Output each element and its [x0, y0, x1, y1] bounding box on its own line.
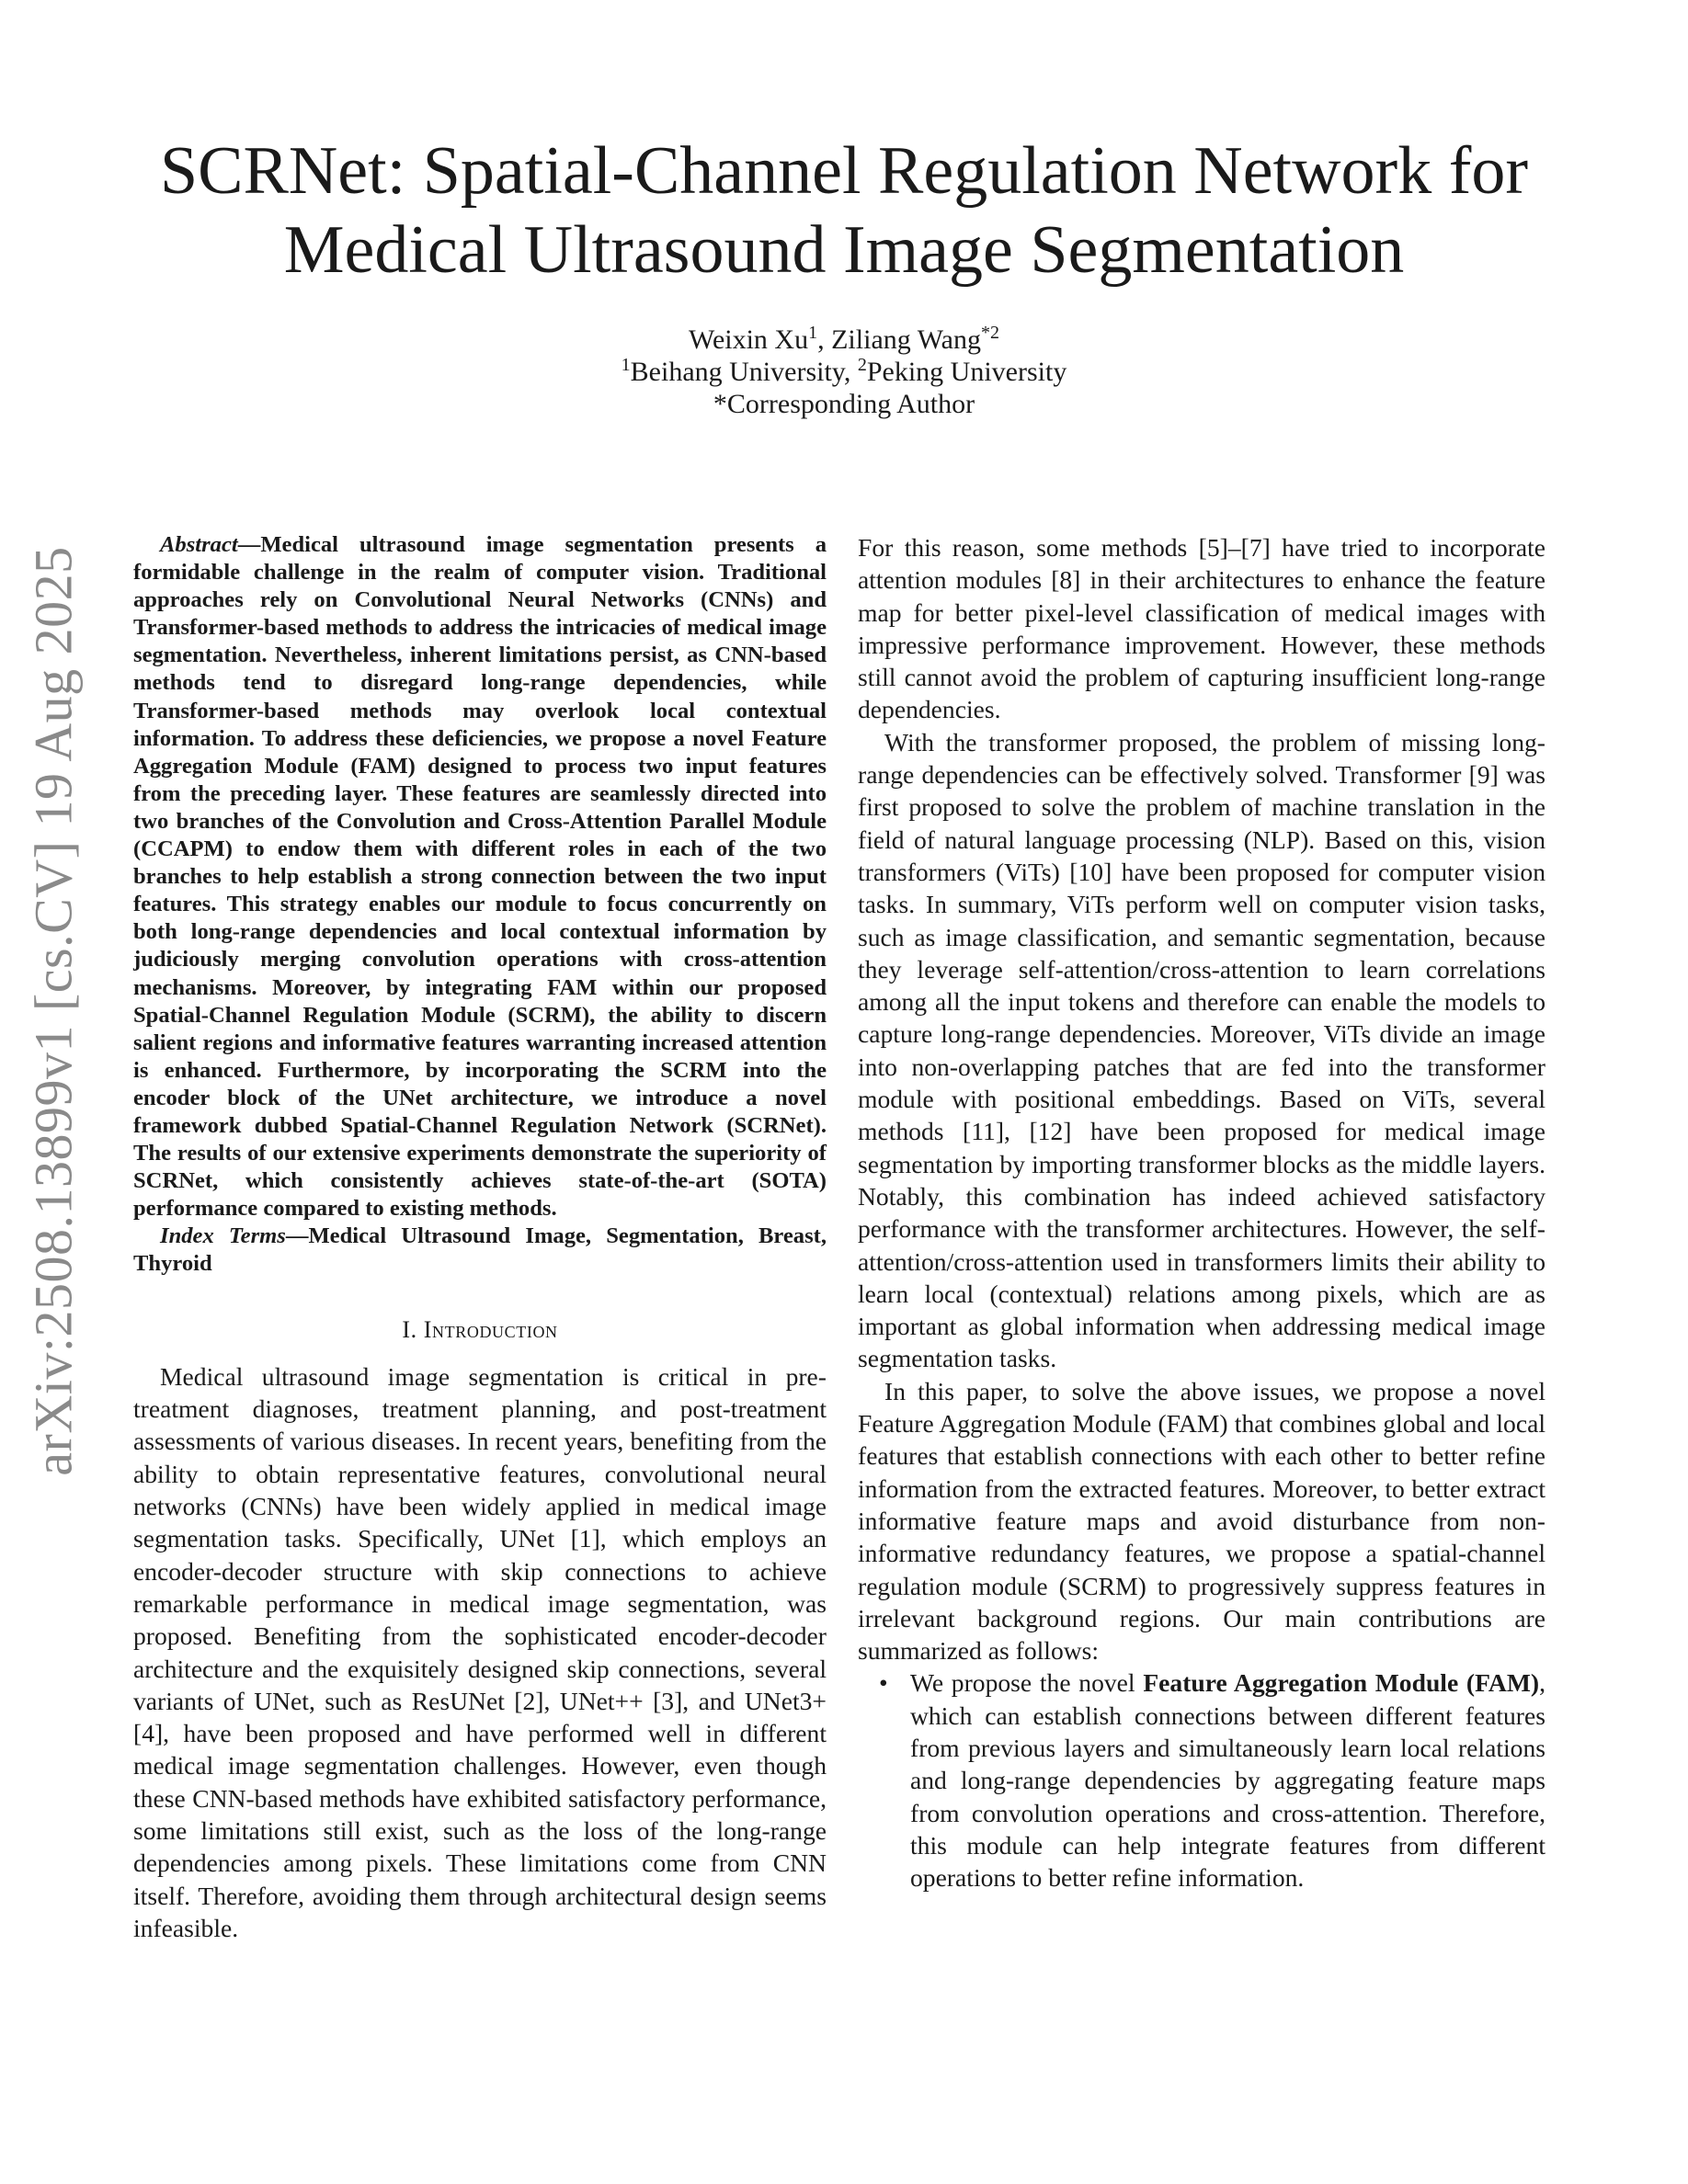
right-column	[858, 531, 1545, 1894]
author-name: Ziliang Wang	[831, 324, 981, 355]
paper-title	[92, 131, 1596, 290]
body-paragraph: In this paper, to solve the above issues, we propose a novel Feature Aggregation Module (FAM) that combines global and local features that establish connections with each other to better refine information from the extracted features. Moreover, to better extract informative feature maps and avoid disturbance from non-informative redundancy features, we propose a spatial-channel regulation module (SCRM) to progressively suppress features in irrelevant background regions. Our main contributions are summarized as follows:	[858, 1376, 1545, 1666]
author-line	[92, 324, 1596, 356]
author-block	[92, 324, 1596, 420]
contributions-list	[858, 1666, 1545, 1894]
affiliation-name: Beihang University,	[630, 357, 858, 387]
contribution-text: , which can establish connections between different features from previous layers and simultaneously learn local relations and long-range dependencies by aggregating feature maps from convolution operations and cross-attention. Therefore, this module can help integrate features from different operations to better refine information.	[910, 1668, 1545, 1893]
body-paragraph: With the transformer proposed, the problem of missing long-range dependencies can be effectively solved. Transformer [9] was first proposed to solve the problem of machine translation in the field of natural language processing (NLP). Based on this, vision transformers (ViTs) [10] have been proposed for computer vision tasks. In summary, ViTs perform well on computer vision tasks, such as image classification, and semantic segmentation, because they leverage self-attention/cross-attention to learn correlations among all the input tokens and therefore can enable the models to capture long-range dependencies. Moreover, ViTs divide an image into non-overlapping patches that are fed into the transformer module with positional embeddings. Based on ViTs, several methods [11], [12] have been proposed for medical image segmentation by importing transformer blocks as the middle layers. Notably, this combination has indeed achieved satisfactory performance with the transformer architectures. However, the self-attention/cross-attention used in transformers limits their ability to learn local (contextual) relations among pixels, which are as important as global information when addressing medical image segmentation tasks.	[858, 727, 1545, 1373]
author-name: Weixin Xu	[689, 324, 809, 355]
list-item	[858, 1666, 1545, 1894]
left-column	[133, 531, 827, 1944]
paper-title-line-2: Medical Ultrasound Image Segmentation	[283, 212, 1405, 288]
section-heading-introduction: I. Introduction	[402, 1315, 558, 1343]
affiliation-line	[92, 356, 1596, 388]
index-terms	[133, 1223, 827, 1278]
affiliation-mark: 2	[857, 355, 867, 375]
author-separator: ,	[817, 324, 832, 355]
index-terms-dash: —	[285, 1223, 309, 1249]
bullet-icon: •	[879, 1668, 888, 1698]
body-paragraph: For this reason, some methods [5]–[7] have tried to incorporate attention modules [8] in their architectures to enhance the feature map for better pixel-level classification of medical images with impressive performance improvement. However, these methods still cannot avoid the problem of capturing insufficient long-range dependencies.	[858, 533, 1545, 724]
contribution-lead: We propose the novel	[910, 1668, 1144, 1698]
index-terms-text: Medical Ultrasound Image, Segmentation, Breast, Thyroid	[133, 1223, 827, 1277]
abstract-label: Abstract	[160, 532, 238, 557]
affiliation-mark: *2	[980, 323, 999, 343]
affiliation-mark: 1	[621, 355, 631, 375]
affiliation-name: Peking University	[866, 357, 1067, 387]
abstract	[133, 531, 827, 1223]
paper-title-line-1: SCRNet: Spatial-Channel Regulation Network for	[160, 133, 1528, 209]
index-terms-label: Index Terms	[160, 1223, 286, 1249]
abstract-dash: —	[237, 532, 261, 557]
arxiv-identifier: arXiv:2508.13899v1 [cs.CV] 19 Aug 2025	[23, 546, 84, 1476]
body-paragraph: Medical ultrasound image segmentation is critical in pre-treatment diagnoses, treatment planning, and post-treatment assessments of various diseases. In recent years, benefiting from the ability to obtain representative features, convolutional neural networks (CNNs) have been widely applied in medical image segmentation tasks. Specifically, UNet [1], which employs an encoder-decoder structure with skip connections to achieve remarkable performance in medical image segmentation, was proposed. Benefiting from the sophisticated encoder-decoder architecture and the exquisitely designed skip connections, several variants of UNet, such as ResUNet [2], UNet++ [3], and UNet3+ [4], have been proposed and have performed well in different medical image segmentation challenges. However, even though these CNN-based methods have exhibited satisfactory performance, some limitations still exist, such as the loss of the long-range dependencies among pixels. These limitations come from CNN itself. Therefore, avoiding them through architectural design seems infeasible.	[133, 1361, 827, 1942]
corresponding-author-note: *Corresponding Author	[713, 389, 975, 419]
affiliation-mark: 1	[808, 323, 818, 343]
contribution-highlight: Feature Aggregation Module (FAM)	[1143, 1668, 1540, 1698]
abstract-text: Medical ultrasound image segmentation presents a formidable challenge in the realm of computer vision. Traditional approaches rely on Convolutional Neural Networks (CNNs) and Transformer-based methods to address the intricacies of medical image segmentation. Nevertheless, inherent limitations persist, as CNN-based methods tend to disregard long-range dependencies, while Transformer-based methods may overlook local contextual information. To address these deficiencies, we propose a novel Feature Aggregation Module (FAM) designed to process two input features from the preceding layer. These features are seamlessly directed into two branches of the Convolution and Cross-Attention Parallel Module (CCAPM) to endow them with different roles in each of the two branches to help establish a strong connection between the two input features. This strategy enables our module to focus concurrently on both long-range dependencies and local contextual information by judiciously merging convolution operations with cross-attention mechanisms. Moreover, by integrating FAM within our proposed Spatial-Channel Regulation Module (SCRM), the ability to discern salient regions and informative features warranting increased attention is enhanced. Furthermore, by incorporating the SCRM into the encoder block of the UNet architecture, we introduce a novel framework dubbed Spatial-Channel Regulation Network (SCRNet). The results of our extensive experiments demonstrate the superiority of SCRNet, which consistently achieves state-of-the-art (SOTA) performance compared to existing methods.	[133, 532, 827, 1222]
